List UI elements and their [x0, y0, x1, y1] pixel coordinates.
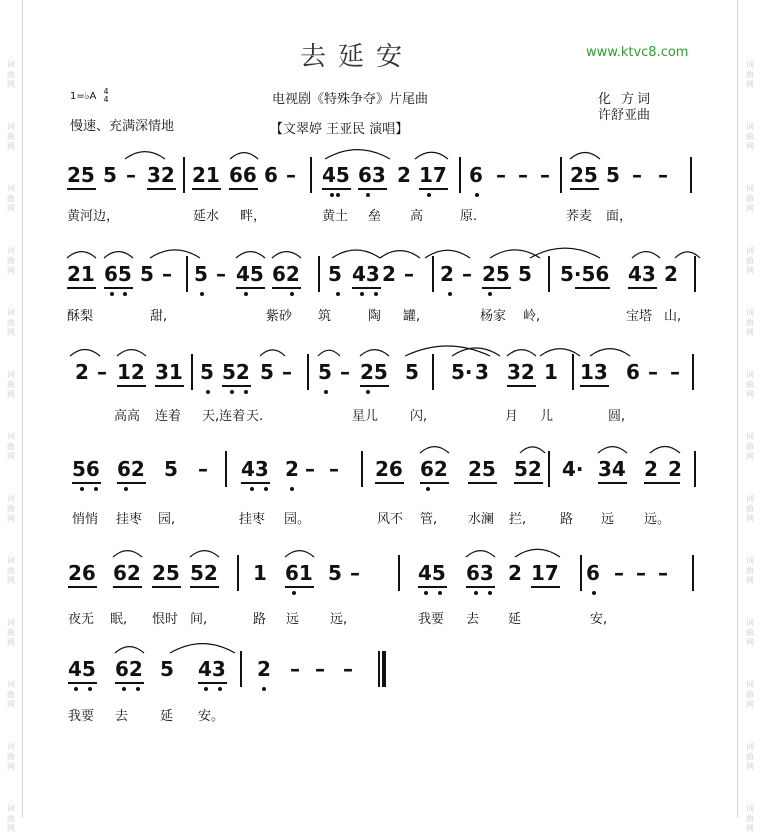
note: 52	[514, 457, 542, 481]
note: 2	[668, 457, 682, 481]
watermark-text: 词 曲 网	[746, 556, 754, 585]
watermark-text: 词 曲 网	[746, 370, 754, 399]
lyric-syllable: 夜无	[68, 612, 95, 627]
lyric-syllable: 甜,	[150, 309, 168, 324]
note: 43	[628, 262, 656, 286]
note: 25	[67, 163, 95, 187]
note: 2	[508, 561, 522, 585]
note: 62	[272, 262, 300, 286]
lyric-syllable: 筑	[318, 309, 332, 324]
note: –	[648, 360, 658, 384]
watermark-text: 词 曲 网	[7, 432, 15, 461]
watermark-text: 词 曲 网	[746, 804, 754, 833]
note: 56	[72, 457, 100, 481]
lyric-syllable: 黄河边，	[67, 209, 120, 224]
lyric-syllable: 高高	[114, 409, 141, 424]
note: 45	[418, 561, 446, 585]
note: 3	[475, 360, 489, 384]
lyric-syllable: 荞麦	[566, 209, 593, 224]
lyric-syllable: 风不	[377, 512, 404, 527]
note: –	[162, 262, 172, 286]
key-label: 1=♭A	[70, 91, 97, 102]
note: –	[315, 657, 325, 681]
note: –	[540, 163, 550, 187]
lyric-syllable: 远。	[644, 512, 671, 527]
note: –	[290, 657, 300, 681]
watermark-text: 词 曲 网	[7, 122, 15, 151]
watermark-text: 词 曲 网	[7, 494, 15, 523]
note: 1	[253, 561, 267, 585]
note: –	[343, 657, 353, 681]
note: 43	[241, 457, 269, 481]
watermark-text: 词 曲 网	[746, 122, 754, 151]
note: 2	[644, 457, 658, 481]
lyric-syllable: 我要	[68, 709, 95, 724]
lyric-syllable: 宝塔	[626, 309, 653, 324]
note: 5	[140, 262, 154, 286]
website-link[interactable]: www.ktvc8.com	[586, 45, 689, 60]
note: 43	[352, 262, 380, 286]
note: –	[462, 262, 472, 286]
note: 34	[598, 457, 626, 481]
note: –	[198, 457, 208, 481]
performers: 【文翠婷 王亚民 演唱】	[270, 122, 409, 137]
lyric-syllable: 罐,	[403, 309, 421, 324]
lyric-syllable: 路	[253, 612, 267, 627]
note: 45	[68, 657, 96, 681]
lyric-syllable: 去	[466, 612, 480, 627]
note: 5	[260, 360, 274, 384]
note: 25	[152, 561, 180, 585]
lyric-syllable: 间,	[190, 612, 208, 627]
watermark-text: 词 曲 网	[746, 60, 754, 89]
note: 62	[115, 657, 143, 681]
lyric-syllable: 水澜	[468, 512, 495, 527]
note: 52	[190, 561, 218, 585]
note: 1	[544, 360, 558, 384]
note: 5	[164, 457, 178, 481]
note: 43	[198, 657, 226, 681]
note: 63	[358, 163, 386, 187]
watermark-text: 词 曲 网	[7, 60, 15, 89]
note: 25	[468, 457, 496, 481]
watermark-text: 词 曲 网	[746, 680, 754, 709]
lyric-syllable: 远	[286, 612, 300, 627]
note: 21	[67, 262, 95, 286]
lyric-syllable: 恨时	[152, 612, 179, 627]
lyric-syllable: 拦,	[509, 512, 527, 527]
tempo-marking: 慢速、充满深情地	[70, 119, 175, 134]
note: 21	[192, 163, 220, 187]
note: 63	[466, 561, 494, 585]
time-signature: 4 4	[103, 87, 109, 104]
note: 5	[103, 163, 117, 187]
note: 62	[113, 561, 141, 585]
watermark-text: 词 曲 网	[7, 370, 15, 399]
note: 2	[397, 163, 411, 187]
note: 6	[626, 360, 640, 384]
note: –	[216, 262, 226, 286]
note: 5·	[451, 360, 473, 384]
lyric-syllable: 儿	[540, 409, 554, 424]
lyric-syllable: 眠,	[110, 612, 128, 627]
lyric-syllable: 连着	[155, 409, 182, 424]
note: 5	[606, 163, 620, 187]
note: 45	[236, 262, 264, 286]
note: –	[670, 360, 680, 384]
lyric-syllable: 安,	[590, 612, 608, 627]
note: 6	[586, 561, 600, 585]
note: –	[636, 561, 646, 585]
watermark-text: 词 曲 网	[7, 184, 15, 213]
lyric-syllable: 天.	[246, 409, 264, 424]
note: 26	[375, 457, 403, 481]
note: –	[97, 360, 107, 384]
note: 32	[507, 360, 535, 384]
watermark-text: 词 曲 网	[7, 308, 15, 337]
watermark-text: 词 曲 网	[7, 618, 15, 647]
note: –	[350, 561, 360, 585]
note: 62	[420, 457, 448, 481]
note: –	[658, 561, 668, 585]
note: –	[632, 163, 642, 187]
watermark-text: 词 曲 网	[746, 494, 754, 523]
lyric-syllable: 面，	[606, 209, 633, 224]
note: 25	[360, 360, 388, 384]
lyric-syllable: 延水	[193, 209, 220, 224]
lyric-syllable: 延	[508, 612, 522, 627]
note: –	[340, 360, 350, 384]
note: 66	[229, 163, 257, 187]
note: 5	[518, 262, 532, 286]
note: –	[658, 163, 668, 187]
note: –	[518, 163, 528, 187]
lyric-syllable: 原.	[460, 209, 478, 224]
note: 5	[328, 262, 342, 286]
lyric-syllable: 山,	[664, 309, 682, 324]
watermark-text: 词 曲 网	[7, 680, 15, 709]
lyric-syllable: 挂枣	[239, 512, 266, 527]
watermark-text: 词 曲 网	[746, 184, 754, 213]
lyric-syllable: 紫砂	[266, 309, 293, 324]
watermark-text: 词 曲 网	[746, 742, 754, 771]
lyric-syllable: 月	[505, 409, 519, 424]
note: 5	[160, 657, 174, 681]
lyric-syllable: 酥梨	[67, 309, 94, 324]
note: 12	[117, 360, 145, 384]
lyric-syllable: 挂枣	[116, 512, 143, 527]
watermark-text: 词 曲 网	[7, 804, 15, 833]
note: 26	[68, 561, 96, 585]
lyric-syllable: 延	[160, 709, 174, 724]
note: –	[614, 561, 624, 585]
note: 5	[318, 360, 332, 384]
note: 2	[440, 262, 454, 286]
note: 13	[580, 360, 608, 384]
lyric-syllable: 垒	[368, 209, 382, 224]
slur	[170, 644, 235, 653]
lyric-syllable: 杨家	[480, 309, 507, 324]
lyric-syllable: 天,连着	[202, 409, 246, 424]
note: 25	[482, 262, 510, 286]
note: 2	[285, 457, 299, 481]
watermark-text: 词 曲 网	[7, 742, 15, 771]
lyric-syllable: 陶	[368, 309, 382, 324]
note: 6	[469, 163, 483, 187]
note: 5	[328, 561, 342, 585]
lyric-syllable: 悄悄	[72, 512, 99, 527]
lyric-syllable: 远	[601, 512, 615, 527]
lyric-syllable: 星儿	[352, 409, 379, 424]
lyric-syllable: 闪,	[410, 409, 428, 424]
watermark-text: 词 曲 网	[746, 432, 754, 461]
note: 31	[155, 360, 183, 384]
note: 2	[257, 657, 271, 681]
note: –	[282, 360, 292, 384]
watermark-text: 词 曲 网	[746, 246, 754, 275]
note: 5	[405, 360, 419, 384]
note: 17	[531, 561, 559, 585]
note: 52	[222, 360, 250, 384]
note: –	[496, 163, 506, 187]
note: 5	[194, 262, 208, 286]
note: 2	[75, 360, 89, 384]
note: 2	[382, 262, 396, 286]
note: –	[404, 262, 414, 286]
note: 4·	[562, 457, 584, 481]
lyric-syllable: 路	[560, 512, 574, 527]
lyric-syllable: 圆,	[608, 409, 626, 424]
note: 2	[664, 262, 678, 286]
note: 25	[570, 163, 598, 187]
watermark-text: 词 曲 网	[7, 246, 15, 275]
note: 65	[104, 262, 132, 286]
note: 5	[200, 360, 214, 384]
lyric-syllable: 岭,	[523, 309, 541, 324]
lyric-syllable: 高	[410, 209, 424, 224]
lyric-syllable: 管,	[420, 512, 438, 527]
lyric-syllable: 远,	[330, 612, 348, 627]
note: 5·56	[560, 262, 610, 286]
note: 6	[264, 163, 278, 187]
note: 17	[419, 163, 447, 187]
subtitle: 电视剧《特殊争夺》片尾曲	[272, 92, 429, 107]
lyric-syllable: 畔，	[240, 209, 267, 224]
composer-credit: 许舒亚曲	[598, 108, 651, 123]
note: –	[126, 163, 136, 187]
slur	[115, 647, 144, 653]
note: 62	[117, 457, 145, 481]
watermark-text: 词 曲 网	[746, 618, 754, 647]
note: –	[329, 457, 339, 481]
song-title: 去延安	[300, 42, 415, 72]
note: 32	[147, 163, 175, 187]
lyric-syllable: 我要	[418, 612, 445, 627]
note: 45	[322, 163, 350, 187]
watermark-text: 词 曲 网	[746, 308, 754, 337]
lyric-syllable: 园。	[284, 512, 311, 527]
lyric-syllable: 园,	[158, 512, 176, 527]
note: –	[305, 457, 315, 481]
note: 61	[285, 561, 313, 585]
lyric-syllable: 黄土	[322, 209, 349, 224]
lyricist-credit: 化 方词	[598, 92, 654, 107]
watermark-text: 词 曲 网	[7, 556, 15, 585]
lyric-syllable: 安。	[198, 709, 225, 724]
note: –	[286, 163, 296, 187]
lyric-syllable: 去	[115, 709, 129, 724]
